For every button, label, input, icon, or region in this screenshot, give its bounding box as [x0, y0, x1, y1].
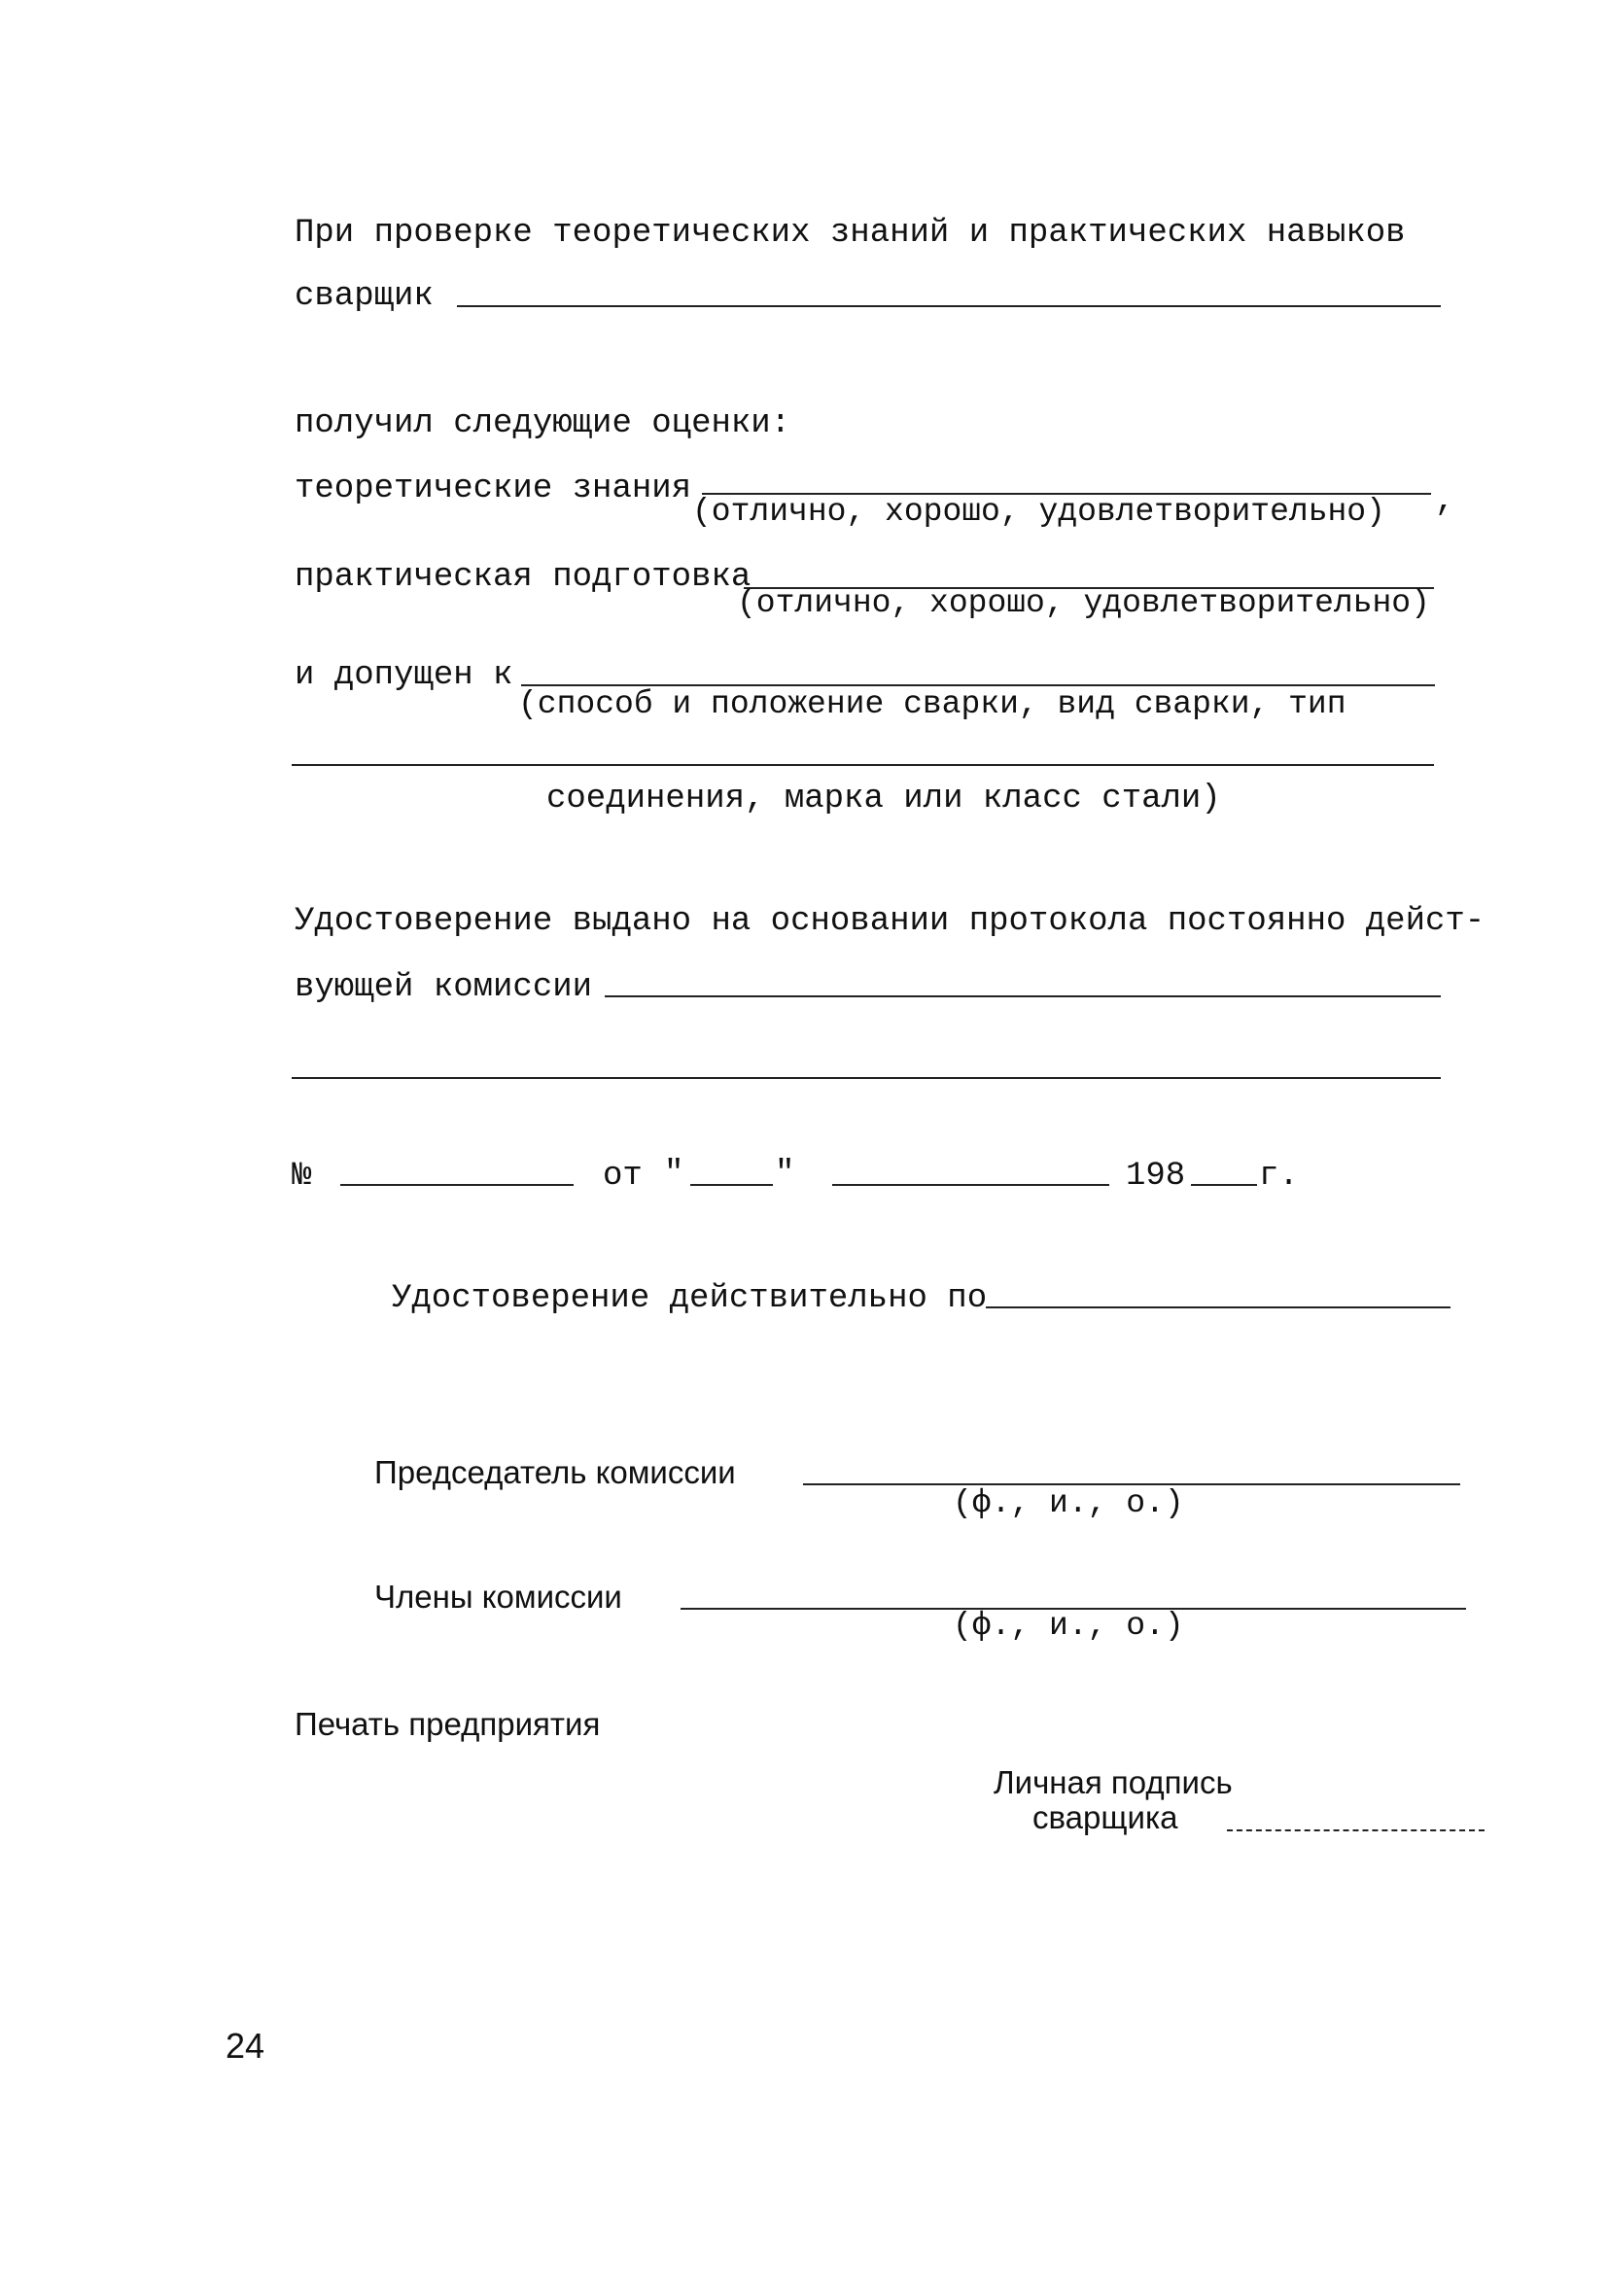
- day-line[interactable]: [690, 1184, 773, 1186]
- number-sign: №: [292, 1158, 312, 1195]
- year-prefix: 198: [1126, 1158, 1186, 1195]
- theory-hint: (отлично, хорошо, удовлетворительно): [692, 494, 1385, 530]
- commission-name-line[interactable]: [605, 995, 1441, 997]
- from-label: от: [603, 1158, 643, 1195]
- welder-signature-line[interactable]: [1227, 1829, 1485, 1831]
- protocol-number-line[interactable]: [340, 1184, 574, 1186]
- theory-label: теоретические знания: [295, 470, 692, 507]
- members-label: Члены комиссии: [374, 1579, 622, 1615]
- theory-comma: ,: [1435, 483, 1455, 520]
- quote-open: ": [664, 1156, 684, 1193]
- grades-header: получил следующие оценки:: [295, 405, 791, 442]
- practice-hint: (отлично, хорошо, удовлетворительно): [737, 585, 1430, 621]
- admitted-label: и допущен к: [295, 657, 513, 694]
- issued-line-2: вующей комиссии: [295, 969, 593, 1006]
- commission-name-line-2[interactable]: [292, 1077, 1441, 1079]
- signature-label-2: сварщика: [1032, 1799, 1178, 1835]
- chair-hint: (ф., и., о.): [953, 1485, 1184, 1521]
- members-hint: (ф., и., о.): [953, 1608, 1184, 1644]
- year-suffix: г.: [1259, 1158, 1299, 1195]
- admitted-hint-2: соединения, марка или класс стали): [546, 781, 1221, 818]
- page-number: 24: [226, 2026, 265, 2066]
- month-line[interactable]: [832, 1184, 1109, 1186]
- valid-until-line[interactable]: [986, 1306, 1451, 1308]
- valid-label: Удостоверение действительно по: [392, 1280, 988, 1317]
- stamp-label: Печать предприятия: [295, 1706, 601, 1742]
- issued-line-1: Удостоверение выдано на основании протокола постоянно дейст-: [295, 903, 1486, 940]
- practice-label: практическая подготовка: [295, 559, 752, 596]
- welder-label: сварщик: [295, 278, 434, 315]
- welder-name-line[interactable]: [457, 305, 1441, 307]
- chair-label: Председатель комиссии: [374, 1454, 736, 1490]
- quote-close: ": [775, 1156, 795, 1193]
- year-line[interactable]: [1191, 1184, 1257, 1186]
- admitted-hint: (способ и положение сварки, вид сварки, тип: [518, 686, 1346, 722]
- signature-label-1: Личная подпись: [994, 1764, 1233, 1800]
- admitted-line-2[interactable]: [292, 764, 1434, 766]
- intro-line: При проверке теоретических знаний и практических навыков: [295, 215, 1406, 252]
